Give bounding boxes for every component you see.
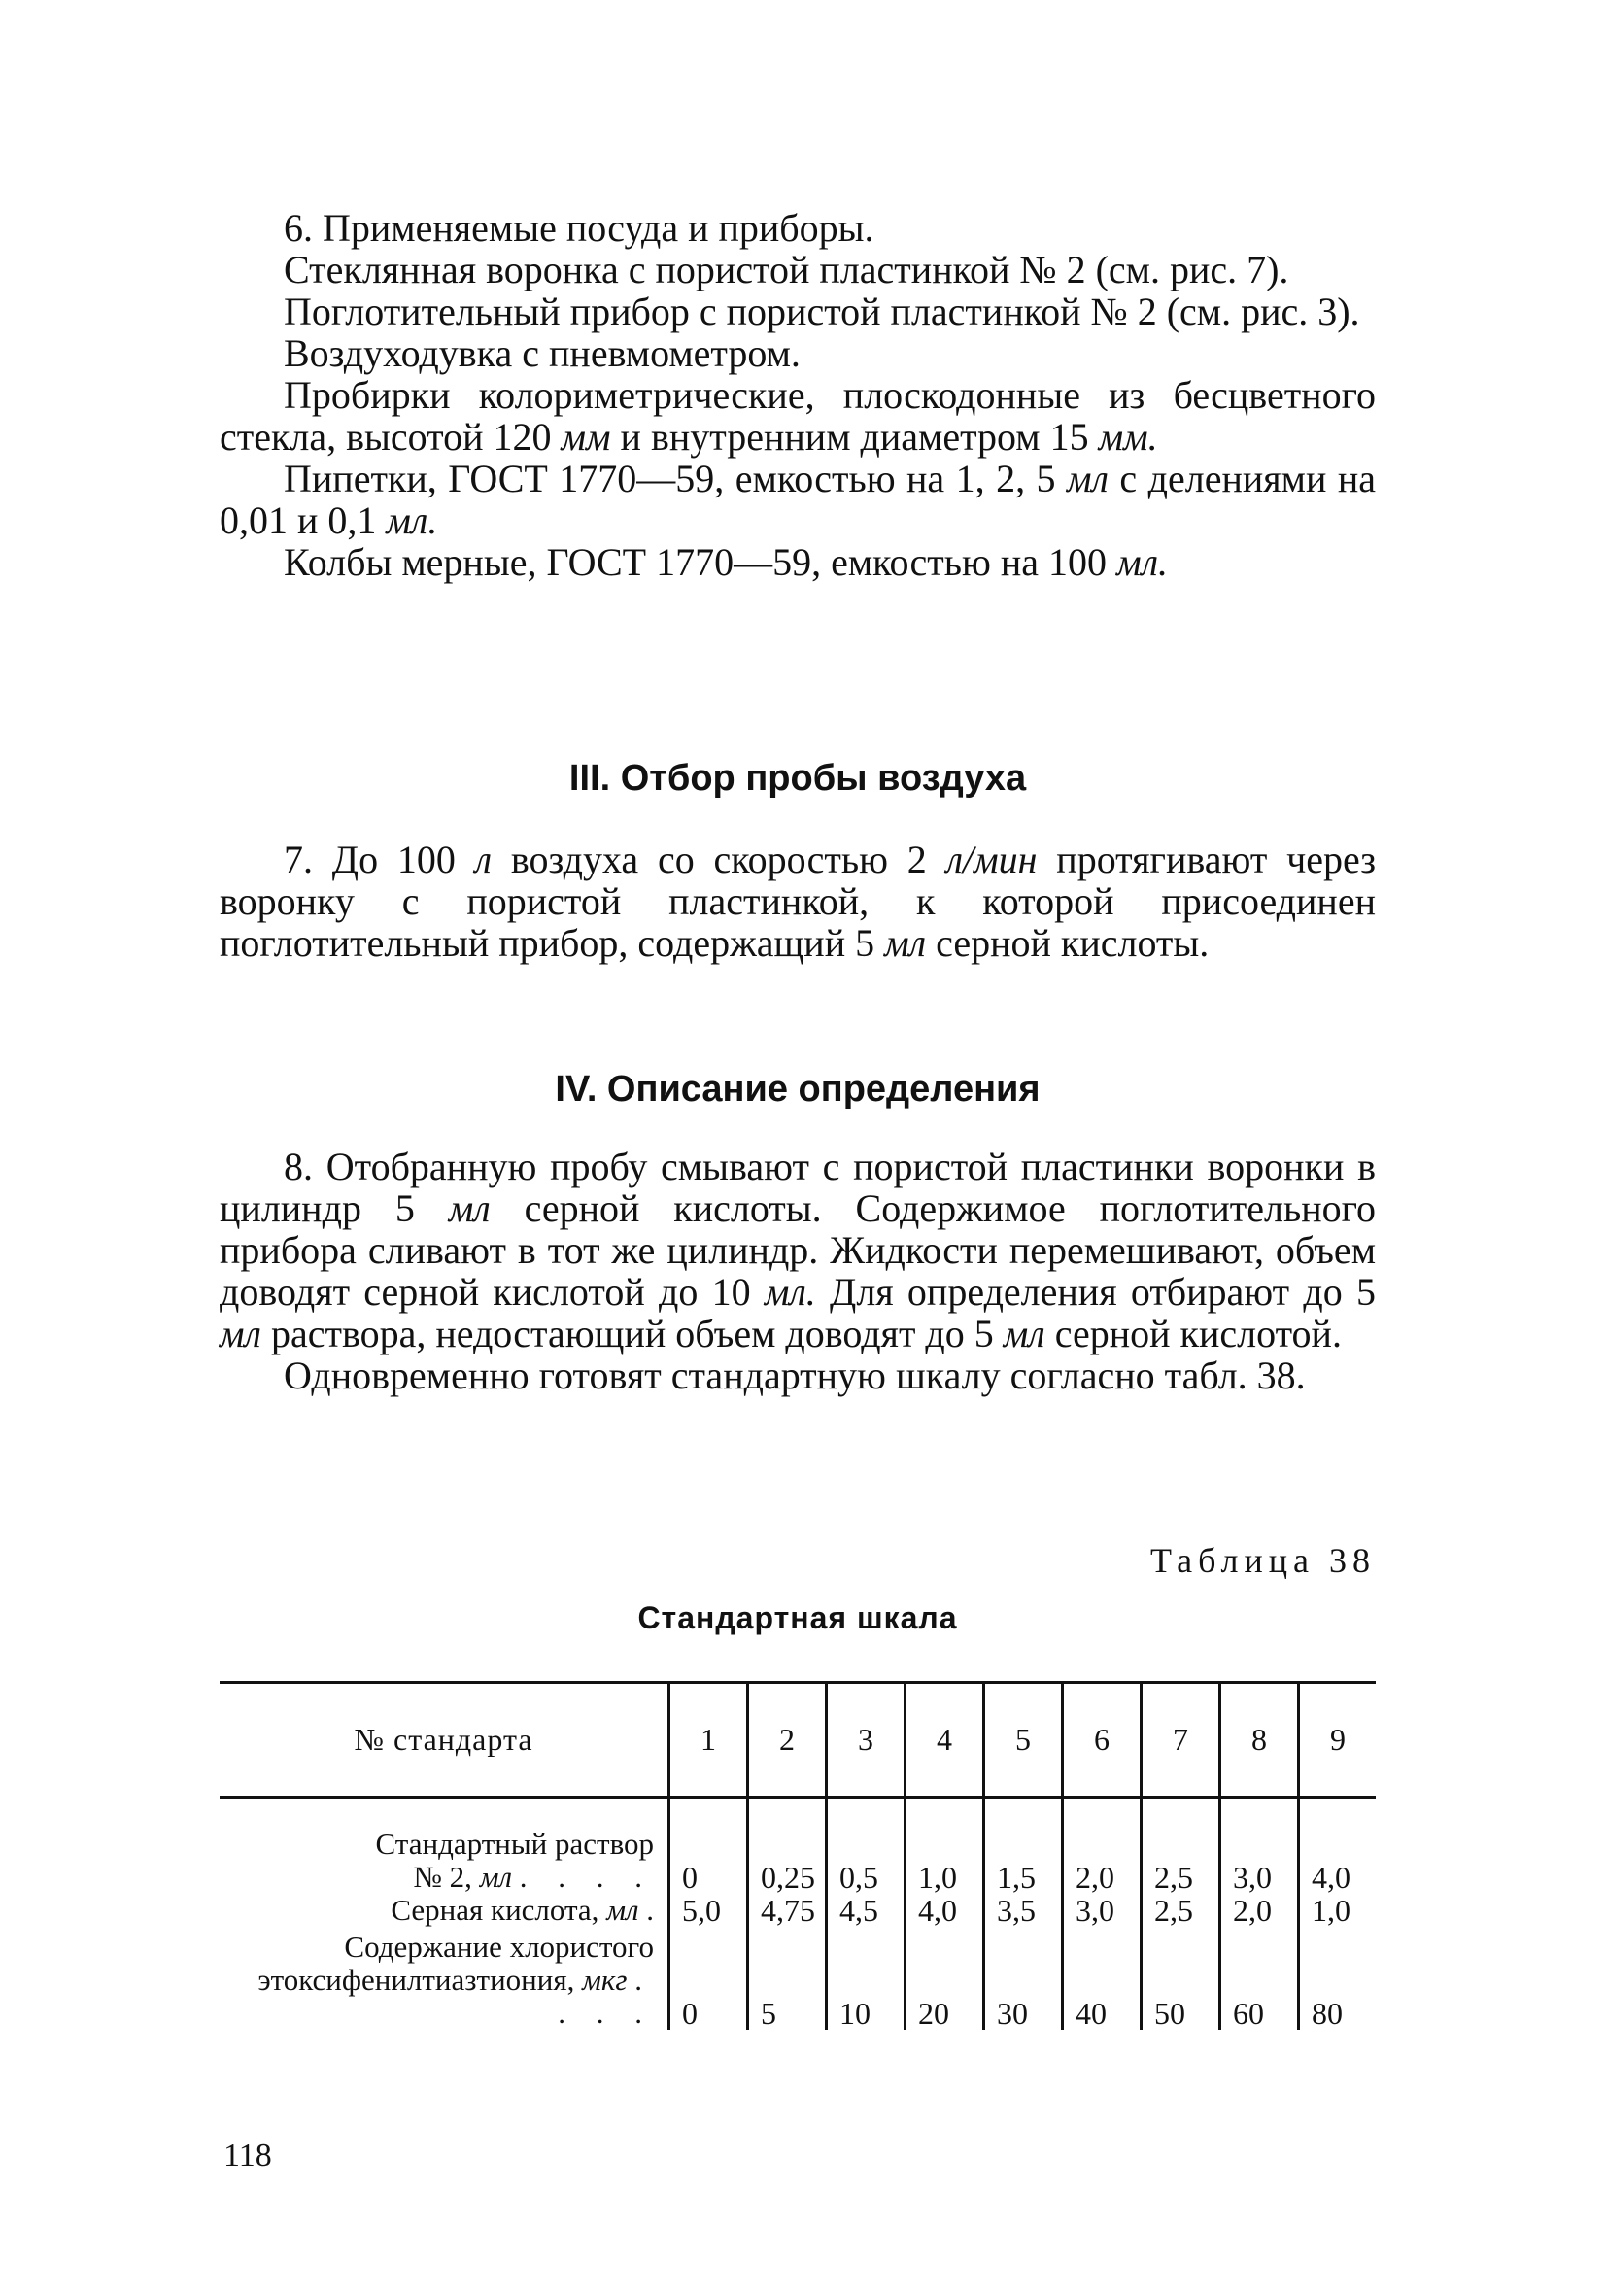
table-title: Стандартная шкала xyxy=(637,1600,958,1635)
row-label-standard-solution: Стандартный раствор № 2, мл . . . . xyxy=(375,1827,654,1894)
table-cell: 40 xyxy=(1063,1927,1142,2030)
header-col-7: 7 xyxy=(1142,1683,1220,1798)
table-cell: 5 xyxy=(748,1927,827,2030)
header-col-4: 4 xyxy=(906,1683,984,1798)
table-cell: 1,0 xyxy=(1299,1894,1377,1927)
table-cell: 4,0 xyxy=(1299,1798,1377,1895)
table-row xyxy=(220,1894,1376,1927)
table-cell: 2,5 xyxy=(1142,1798,1220,1895)
header-col-9: 9 xyxy=(1299,1683,1377,1798)
section-heading-sampling: III. Отбор пробы воздуха xyxy=(568,758,1027,799)
page-number: 118 xyxy=(223,2138,272,2174)
table-row xyxy=(220,1927,1376,2030)
table-cell: 4,5 xyxy=(827,1894,906,1927)
table-cell: 30 xyxy=(984,1927,1063,2030)
header-col-1: 1 xyxy=(669,1683,748,1798)
para-8-scale-note: Одновременно готовят стандартную шкалу согласно табл. 38. xyxy=(284,1354,1306,1397)
table-cell: 60 xyxy=(1220,1927,1299,2030)
table-cell: 0,25 xyxy=(748,1798,827,1895)
item-funnel: Стеклянная воронка с пористой пластинкой № 2 (см. рис. 7). xyxy=(284,248,1289,291)
table-cell: 0 xyxy=(669,1927,748,2030)
header-col-2: 2 xyxy=(748,1683,827,1798)
item-flasks: Колбы мерные, ГОСТ 1770—59, емкостью на 100 мл. xyxy=(284,540,1169,584)
header-col-5: 5 xyxy=(984,1683,1063,1798)
header-standard-number: № стандарта xyxy=(220,1683,669,1798)
table-cell: 50 xyxy=(1142,1927,1220,2030)
table-cell: 80 xyxy=(1299,1927,1377,2030)
para-8-body: 8. Отобранную пробу смывают с пористой пластинки воронки в цилиндр 5 мл серной кислоты. Содержимое поглотительного прибора сливают в тот же цилиндр. Жидкости перемешивают, объем доводят серной кислотой до 10 мл. Для определения отбирают до 5 мл раствора, недостающий объем доводят до 5 мл серной кислотой. xyxy=(220,1145,1377,1355)
item-absorber: Поглотительный прибор с пористой пластинкой № 2 (см. рис. 3). xyxy=(284,290,1360,333)
para-7: 7. До 100 л воздуха со скоростью 2 л/мин протягивают через воронку с пористой пластинкой, к которой присоединен поглотительный прибор, содержащий 5 мл серной кислоты. xyxy=(220,838,1376,965)
header-col-8: 8 xyxy=(1220,1683,1299,1798)
para-6-heading: 6. Применяемые посуда и приборы. xyxy=(284,206,874,250)
table-cell: 2,5 xyxy=(1142,1894,1220,1927)
item-blower: Воздуходувка с пневмометром. xyxy=(284,331,801,375)
section-heading-procedure: IV. Описание определения xyxy=(555,1069,1041,1110)
table-cell: 20 xyxy=(906,1927,984,2030)
item-tubes: Пробирки колориметрические, плоскодонные из бесцветного стекла, высотой 120 мм и внутренним диаметром 15 мм. xyxy=(220,373,1376,459)
table-header-row xyxy=(220,1683,1376,1798)
header-col-6: 6 xyxy=(1063,1683,1142,1798)
table-caption: Таблица 38 xyxy=(1150,1541,1376,1580)
table-cell: 3,0 xyxy=(1220,1798,1299,1895)
table-cell: 1,5 xyxy=(984,1798,1063,1895)
header-col-3: 3 xyxy=(827,1683,906,1798)
row-label-sulfuric-acid: Серная кислота, мл . xyxy=(391,1893,654,1927)
para-8 xyxy=(220,1146,1376,1396)
section-6-equipment xyxy=(220,207,1376,583)
table-row xyxy=(220,1798,1376,1895)
table-cell: 10 xyxy=(827,1927,906,2030)
standard-scale-table xyxy=(220,1681,1376,2030)
table-cell: 4,75 xyxy=(748,1894,827,1927)
table-cell: 0,5 xyxy=(827,1798,906,1895)
table-cell: 3,0 xyxy=(1063,1894,1142,1927)
item-pipettes: Пипетки, ГОСТ 1770—59, емкостью на 1, 2, 5 мл с делениями на 0,01 и 0,1 мл. xyxy=(220,457,1376,542)
table-cell: 2,0 xyxy=(1220,1894,1299,1927)
row-label-content: Содержание хлористого этоксифенилтиазтиония, мкг . . . . xyxy=(257,1930,654,2030)
table-cell: 4,0 xyxy=(906,1894,984,1927)
table-cell: 5,0 xyxy=(669,1894,748,1927)
table-cell: 3,5 xyxy=(984,1894,1063,1927)
table-cell: 0 xyxy=(669,1798,748,1895)
table-cell: 1,0 xyxy=(906,1798,984,1895)
table-cell: 2,0 xyxy=(1063,1798,1142,1895)
